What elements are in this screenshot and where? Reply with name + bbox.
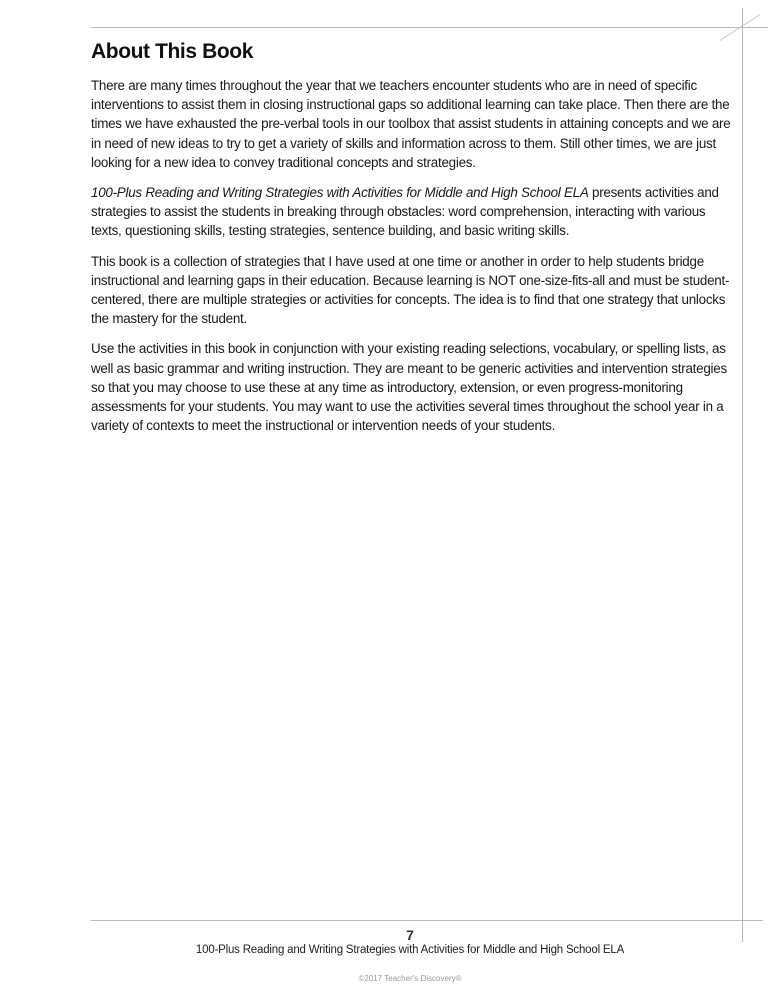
paragraph-4: Use the activities in this book in conjunction with your existing reading selections, vocabulary, or spelling lists, as well as basic grammar and writing instruction. They are meant to be generic activities and intervention strategies so that you may choose to use these at any time as introductory, extension, or even progress-monitoring assessments for your students. You may want to use the activities several times throughout the school year in a variety of contexts to meet the instructional or intervention needs of your students.: [91, 341, 727, 434]
paragraph-2-text: presents activities and strategies to assist the students in breaking through obstacles: word comprehension, interacting with various texts, questioning skills, testing strategies, sentence building, and basic writing skills.: [91, 185, 719, 239]
top-crop-rule: [91, 27, 768, 28]
running-footer-title: 100-Plus Reading and Writing Strategies with Activities for Middle and High School ELA: [195, 944, 625, 956]
right-crop-rule: [742, 8, 743, 942]
page-content: [91, 38, 731, 446]
bottom-crop-rule: [91, 920, 763, 921]
paragraph-3: This book is a collection of strategies that I have used at one time or another in order to help students bridge instructional and learning gaps in their education. Because learning is NOT one-size-fits-all and must be student-centered, there are multiple strategies or activities for concepts. The idea is to find that one strategy that unlocks the mastery for the student.: [91, 253, 730, 327]
paragraph-1: There are many times throughout the year that we teachers encounter students who are in need of specific interventions to assist them in closing instructional gaps so additional learning can take place. Then there are the times we have exhausted the pre-verbal tools in our toolbox that assist students in attaining concepts and we are in need of new ideas to try to get a variety of skills and information across to them. Still other times, we are just looking for a new idea to convey traditional concepts and strategies.: [91, 78, 731, 170]
paragraph-2: [91, 183, 731, 241]
copyright-notice: ©2017 Teacher's Discovery®: [358, 974, 462, 983]
page-number: 7: [406, 927, 414, 943]
book-title-italic: 100-Plus Reading and Writing Strategies with Activities for Middle and High School ELA: [91, 185, 589, 201]
page-heading: About This Book: [91, 40, 253, 63]
